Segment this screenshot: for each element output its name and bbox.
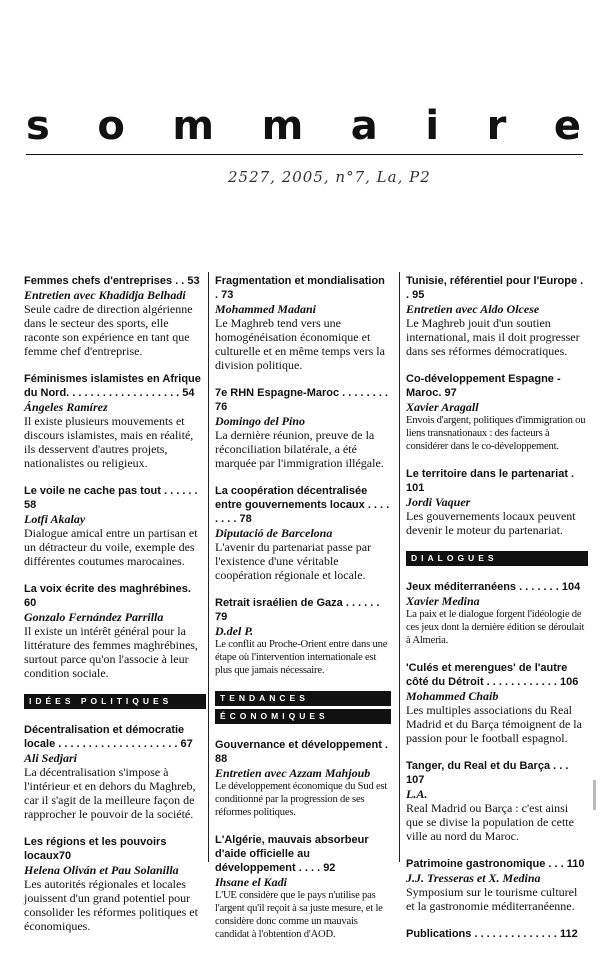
entry-author: Ali Sedjari [24,751,78,765]
entry-title: Publications . . . . . . . . . . . . . . 112 [406,928,578,940]
entry-author: L.A. [406,787,428,801]
title-letter: m [261,103,304,149]
entry-summary: La dernière réunion, preuve de la réconciliation bilatérale, a été marquée par l'immigration illégale. [215,428,384,470]
entry-title: Femmes chefs d'entreprises . . 53 [24,275,200,287]
entry-author: Ángeles Ramírez [24,400,108,414]
entry-author: Domingo del Pino [215,414,306,428]
entry-author: Jordi Vaquer [406,495,471,509]
entry-summary: Dialogue amical entre un partisan et un détracteur du voile, exemple des différentes coutumes marocaines. [24,526,198,568]
entry-author: Ihsane el Kadi [215,875,288,889]
entry-title: La coopération décentralisée entre gouvernements locaux . . . . . . . . 78 [215,485,390,525]
column-divider [208,272,209,862]
entry-summary: Il existe plusieurs mouvements et discours islamistes, mais en réalité, ils desservent d'autres projets, nationalistes ou religieux. [24,414,194,470]
toc-entry [406,857,588,913]
entry-title: Féminismes islamistes en Afrique du Nord. . . . . . . . . . . . . . . . . . . 54 [24,373,201,399]
toc-entry [215,738,391,819]
toc-entry [215,274,391,372]
toc-entry [24,274,206,358]
entry-title: Gouvernance et développement . 88 [215,739,388,765]
toc-entry [406,580,588,647]
entry-author: Entretien avec Azzam Mahjoub [215,766,371,780]
entry-title: La voix écrite des maghrébines. 60 [24,583,191,609]
toc-entry [215,833,391,941]
entry-title: Les régions et les pouvoirs locaux70 [24,836,167,862]
entry-title: Tanger, du Real et du Barça . . . 107 [406,760,569,786]
section-header [215,691,391,724]
entry-title: L'Algérie, mauvais absorbeur d'aide officielle au développement . . . . 92 [215,834,369,874]
entry-summary: L'UE considère que le pays n'utilise pas l'argent qu'il reçoit à sa juste mesure, et le considère donc comme un mauvais candidat à l'obtention d'AOD. [215,890,383,940]
entry-summary: Real Madrid ou Barça : c'est ainsi que se divise la population de cette ville au nord du Maroc. [406,801,574,843]
entry-summary: Les gouvernements locaux peuvent devenir le moteur du partenariat. [406,509,576,537]
toc-entry [406,661,588,745]
entry-author: Mohammed Chaib [406,689,499,703]
title-letter: m [172,103,215,149]
title-letter: i [425,103,440,149]
entry-author: Mohammed Madani [215,302,317,316]
toc-column-1 [24,274,206,947]
entry-title: 7e RHN Espagne-Maroc . . . . . . . . 76 [215,387,388,413]
toc-entry [24,372,206,470]
entry-author: Xavier Aragall [406,400,479,414]
title-letter: e [553,103,581,149]
entry-author: D.del P. [215,624,254,638]
entry-summary: Envois d'argent, politiques d'immigration ou liens transnationaux : des facteurs à considérer dans le co-développement. [406,415,586,452]
toc-entry [24,723,206,821]
entry-title: Retrait israélien de Gaza . . . . . . 79 [215,597,380,623]
entry-summary: La décentralisation s'impose à l'intérieur et en dehors du Maghreb, car il s'agit de la meilleure façon de rapprocher le pouvoir de la société. [24,765,196,821]
entry-author: Diputació de Barcelona [215,526,333,540]
title-rule [26,154,583,155]
entry-summary: Les multiples associations du Real Madrid et du Barça témoignent de la passion pour le football espagnol. [406,703,582,745]
column-divider [399,272,400,862]
entry-summary: Les autorités régionales et locales jouissent d'un grand potentiel pour consolider les réformes politiques et économiques. [24,877,198,933]
entry-summary: La paix et le dialogue forgent l'idéologie de ces jeux dont la dernière édition se déroulait à Almeria. [406,609,585,646]
entry-title: Co-développement Espagne - Maroc. 97 [406,373,561,399]
entry-author: Entretien avec Aldo Olcese [406,302,540,316]
toc-column-2 [215,274,391,955]
entry-title: Le voile ne cache pas tout . . . . . . 58 [24,485,198,511]
toc-entry [406,274,588,358]
entry-author: Entretien avec Khadidja Belhadi [24,288,186,302]
entry-title: Tunisie, référentiel pour l'Europe . . 95 [406,275,584,301]
entry-title: Patrimoine gastronomique . . . 110 [406,858,585,870]
entry-author: Xavier Medina [406,594,480,608]
toc-entry [215,386,391,470]
entry-title: 'Culés et merengues' de l'autre côté du Détroit . . . . . . . . . . . . 106 [406,662,579,688]
section-header: DIALOGUES [406,551,588,566]
toc-entry [215,596,391,677]
edge-mark [593,780,596,810]
entry-author: Lotfi Akalay [24,512,86,526]
entry-summary: Le Maghreb jouit d'un soutien international, mais il doit progresser dans ses réformes démocratiques. [406,316,580,358]
toc-entry [406,467,588,537]
entry-summary: Seule cadre de direction algérienne dans le secteur des sports, elle raconte son expérience en tant que femme chef d'entreprise. [24,302,193,358]
title-letter: a [350,103,378,149]
section-header-line: ÉCONOMIQUES [215,709,391,724]
toc-entry [24,835,206,933]
entry-summary: Le conflit au Proche-Orient entre dans une étape où l'intervention internationale est plus que jamais nécessaire. [215,639,388,676]
entry-summary: Symposium sur le tourisme culturel et la gastronomie méditerranéenne. [406,885,578,913]
entry-author: Helena Oliván et Pau Solanilla [24,863,179,877]
title-letter: o [97,103,125,149]
section-header: IDÉES POLITIQUES [24,694,206,709]
entry-summary: Le développement économique du Sud est conditionné par la progression de ses réformes politiques. [215,781,388,818]
entry-title: Le territoire dans le partenariat . 101 [406,468,575,494]
page-title [26,100,581,152]
section-header-line: TENDANCES [215,691,391,706]
toc-entry [406,759,588,843]
entry-author: Gonzalo Fernández Parrilla [24,610,164,624]
entry-summary: Le Maghreb tend vers une homogénéisation économique et culturelle et en même temps vers la division politique. [215,316,385,372]
toc-column-3 [406,274,588,955]
toc-entry [24,484,206,568]
toc-entry [406,372,588,453]
toc-entry [24,582,206,680]
title-letter: r [486,103,507,149]
entry-author: J.J. Tresseras et X. Medina [406,871,541,885]
entry-summary: L'avenir du partenariat passe par l'existence d'une véritable coopération régionale et locale. [215,540,372,582]
title-letter: s [26,103,50,149]
toc-entry [215,484,391,582]
entry-title: Jeux méditerranéens . . . . . . . 104 [406,581,581,593]
handwritten-note: 2527, 2005, n°7, La, P2 [228,168,431,186]
entry-summary: Il existe un intérêt général pour la littérature des femmes maghrébines, surtout parce qu'on l'associe à leur condition sociale. [24,624,198,680]
entry-title: Décentralisation et démocratie locale . . . . . . . . . . . . . . . . . . . . 67 [24,724,193,750]
entry-title: Fragmentation et mondialisation . 73 [215,275,385,301]
toc-entry [406,927,588,941]
